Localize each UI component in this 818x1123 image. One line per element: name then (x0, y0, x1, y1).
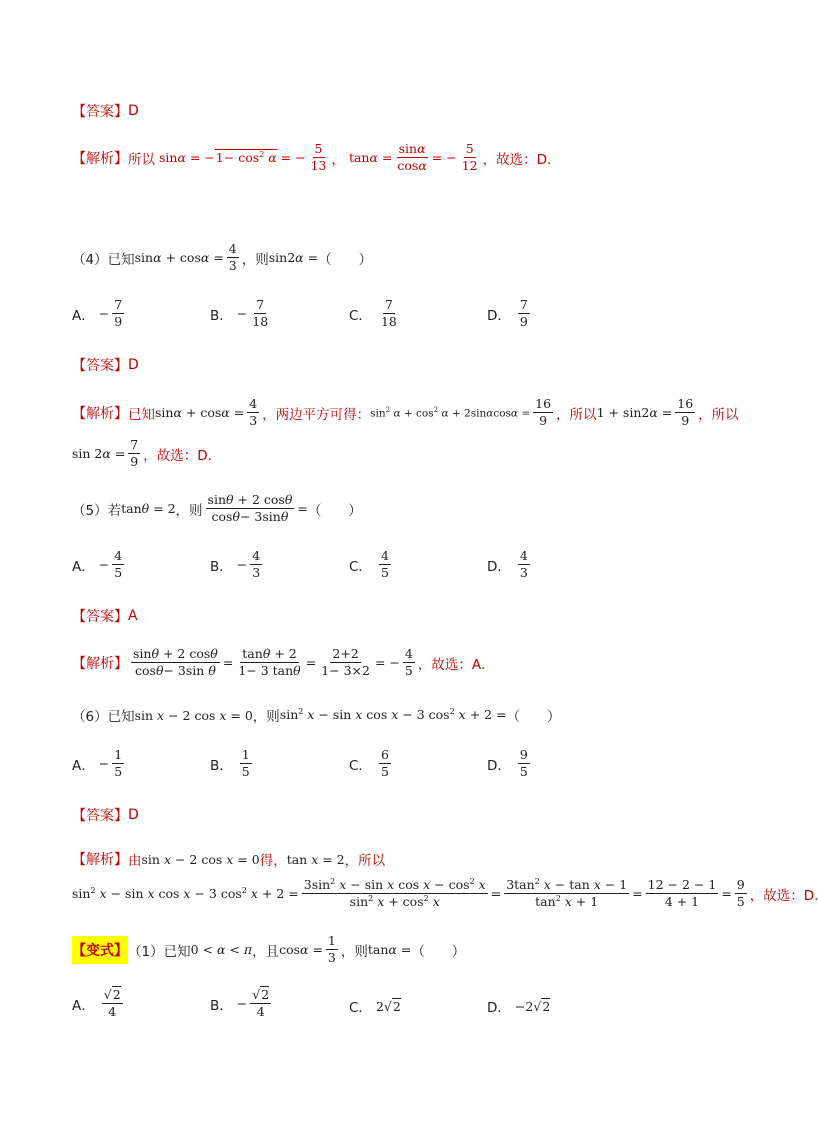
fraction: $\frac{4}{3}$ (519, 548, 528, 580)
option-a[interactable]: A． $\frac{√2}{4}$ (72, 987, 121, 1019)
fraction: $\frac{12 - 2 - 1}{4 + 1}$ (647, 877, 717, 910)
option-b[interactable]: B． − $\frac{√2}{4}$ (210, 987, 270, 1019)
analysis-line-4a: 【解析】 已知 sinα + cosα = $\frac{4}{3}$ ，两边平方可得： $\sin^2 \alpha + \cos^2 \alpha + 2\sin\alpha\cos\alpha$ = $\frac{16}{9}$ ，所以 1 + sin2α = $\frac{16}{9}$ ，所以 (72, 396, 739, 428)
answer-line-6 (72, 805, 139, 825)
answer-value: A (128, 608, 138, 624)
fraction: $\frac{16}{9}$ (535, 396, 552, 428)
variant-question-1: 【变式】 （1） 已知 0 < α < π ，且 cosα = $\frac{1}{3}$ ，则 tanα = （ ） (72, 933, 466, 965)
answer-label: 【答案】 (72, 609, 128, 625)
question-4: （4） 已知 sinα + cosα = $\frac{4}{3}$ ，则 sin2α = （ ） (72, 241, 373, 273)
option-b[interactable]: B． − $\frac{7}{18}$ (210, 297, 269, 329)
option-a[interactable]: A． − $\frac{4}{5}$ (72, 548, 123, 580)
answer-label: 【答案】 (72, 104, 128, 120)
fraction: $\frac{9}{5}$ (519, 747, 528, 779)
option-d[interactable]: D． −2√2 (487, 998, 551, 1016)
answer-value: D (128, 103, 139, 119)
fraction: $\frac{6}{5}$ (380, 747, 389, 779)
math: $\sin\alpha = -1- \cos^2 \alpha$ = − (155, 149, 306, 166)
fraction: $\frac{\sin\theta + 2 \cos\theta}{\cos\theta- 3\sin\theta}$ (207, 492, 293, 524)
question-number: （5） (72, 502, 108, 519)
fraction: $\frac{4}{5}$ (114, 548, 123, 580)
fraction: $\frac{1}{5}$ (114, 747, 123, 779)
question-5: （5） 若 tanθ = 2 ，则 $\frac{\sin\theta + 2 \cos\theta}{\cos\theta- 3\sin\theta}$ = （ ） (72, 492, 362, 524)
variant-label: 【变式】 (72, 936, 128, 964)
option-a[interactable]: A． − $\frac{7}{9}$ (72, 297, 123, 329)
fraction: $\frac{\tan\theta + 2}{1- 3 \tan\theta}$ (238, 646, 301, 678)
option-c[interactable]: C． $\frac{4}{5}$ (349, 548, 389, 580)
analysis-line-4b: sin 2α = $\frac{7}{9}$ ，故选：D． (72, 437, 222, 469)
analysis-label: 【解析】 (72, 655, 128, 672)
fraction: $\frac{5}{12}$ (461, 141, 478, 173)
fraction: $\frac{3\sin^2 x - \sin x \cos x - \cos^2 x}{\sin^2 x + \cos^2 x}$ (303, 877, 486, 910)
analysis-line-5: 【解析】 $\frac{\sin\theta + 2 \cos\theta}{\text{cosθ− 3sin θ}}$ = $\frac{\tan\theta + 2}{1- 3 \tan\theta}$ = $\frac{2+2}{1- 3\times 2}$ = − $\frac{4}{5}$ ，故选：A． (72, 646, 495, 678)
fraction: $\frac{√2}{4}$ (103, 987, 121, 1019)
analysis-label: 【解析】 (72, 150, 128, 167)
math: $\sin^2 \alpha + \cos^2 \alpha + 2\sin\alpha\cos\alpha$ = (370, 405, 531, 420)
answer-label: 【答案】 (72, 808, 128, 824)
option-b[interactable]: B． $\frac{1}{5}$ (210, 747, 250, 779)
option-c[interactable]: C． $\frac{7}{18}$ (349, 297, 397, 329)
fraction: $\frac{7}{9}$ (114, 297, 123, 329)
fraction: $\frac{4}{5}$ (380, 548, 389, 580)
fraction: $\frac{4}{3}$ (228, 241, 237, 273)
math: sinα + cosα = (134, 250, 224, 265)
fraction: $\frac{1}{5}$ (241, 747, 250, 779)
answer-line-1 (72, 101, 139, 121)
answer-line-5 (72, 606, 138, 626)
analysis-line-6b: $\sin^2 x - \sin x$ cos x − 3 $\cos^2 x + 2$ = $\frac{3\sin^2 x - \sin x \cos x - \cos^2 x}{\sin^2 x + \cos^2 x}$ = $\frac{3\tan^2 x - \tan x - 1}{\tan^2 x + 1}$ = $\frac{12 - 2 - 1}{4 + 1}$ = $\frac{9}{5}$ ，故选：D. (72, 877, 818, 910)
math: tanα = (344, 150, 393, 165)
analysis-line-6a: 【解析】 由 sin x − 2 cos x = 0 得， tan x = 2 ，所以 (72, 849, 385, 869)
analysis-line-1: 【解析】 所以 $\sin\alpha = -1- \cos^2 \alpha$ = − $\frac{5}{13}$ ， tanα = $\frac{\sin\alpha}{\cos\alpha}$ = − $\frac{5}{12}$ ，故选：D. (72, 141, 552, 173)
fraction: $\frac{5}{13}$ (310, 141, 327, 173)
math: sinα + cosα = (155, 405, 245, 420)
fraction: $\frac{√2}{4}$ (252, 987, 270, 1019)
option-c[interactable]: C． 2√2 (349, 998, 401, 1016)
answer-line-4 (72, 355, 139, 375)
fraction: $\frac{4}{3}$ (249, 396, 258, 428)
analysis-label: 【解析】 (72, 852, 128, 868)
answer-label: 【答案】 (72, 358, 128, 374)
option-d[interactable]: D． $\frac{7}{9}$ (487, 297, 528, 329)
answer-value: D (128, 357, 139, 373)
fraction: $\frac{7}{18}$ (380, 297, 397, 329)
fraction: $\frac{\sin\theta + 2 \cos\theta}{\text{cosθ− 3sin θ}}$ (133, 646, 218, 678)
fraction: $\frac{7}{9}$ (519, 297, 528, 329)
fraction: $\frac{7}{9}$ (130, 437, 139, 469)
option-a[interactable]: A． − $\frac{1}{5}$ (72, 747, 123, 779)
fraction: $\frac{7}{18}$ (252, 297, 269, 329)
option-b[interactable]: B． − $\frac{4}{3}$ (210, 548, 261, 580)
analysis-text: 所以 (128, 151, 155, 168)
fraction: $\frac{\sin\alpha}{\cos\alpha}$ (397, 141, 427, 173)
fraction: $\frac{4}{3}$ (252, 548, 261, 580)
question-6: （6） 已知 sin x − 2 cos x = 0 ，则 $\sin^2 x - \sin x$ cos x − 3 $\cos^2 x + 2$ = （ ） (72, 705, 561, 725)
math: sin 2α = (72, 446, 126, 461)
fraction: $\frac{9}{5}$ (736, 877, 745, 910)
fraction: $\frac{3\tan^2 x - \tan x - 1}{\tan^2 x + 1}$ (506, 877, 628, 910)
option-d[interactable]: D． $\frac{9}{5}$ (487, 747, 528, 779)
fraction: $\frac{16}{9}$ (677, 396, 694, 428)
fraction: $\frac{1}{3}$ (327, 933, 336, 965)
question-number: （1） (128, 943, 164, 960)
fraction: $\frac{4}{5}$ (404, 646, 413, 678)
analysis-label: 【解析】 (72, 405, 128, 422)
question-number: （4） (72, 251, 108, 268)
option-c[interactable]: C． $\frac{6}{5}$ (349, 747, 389, 779)
answer-value: D (128, 807, 139, 823)
fraction: $\frac{2+2}{1- 3\times 2}$ (321, 646, 370, 678)
option-d[interactable]: D． $\frac{4}{3}$ (487, 548, 528, 580)
question-number: （6） (72, 709, 108, 725)
